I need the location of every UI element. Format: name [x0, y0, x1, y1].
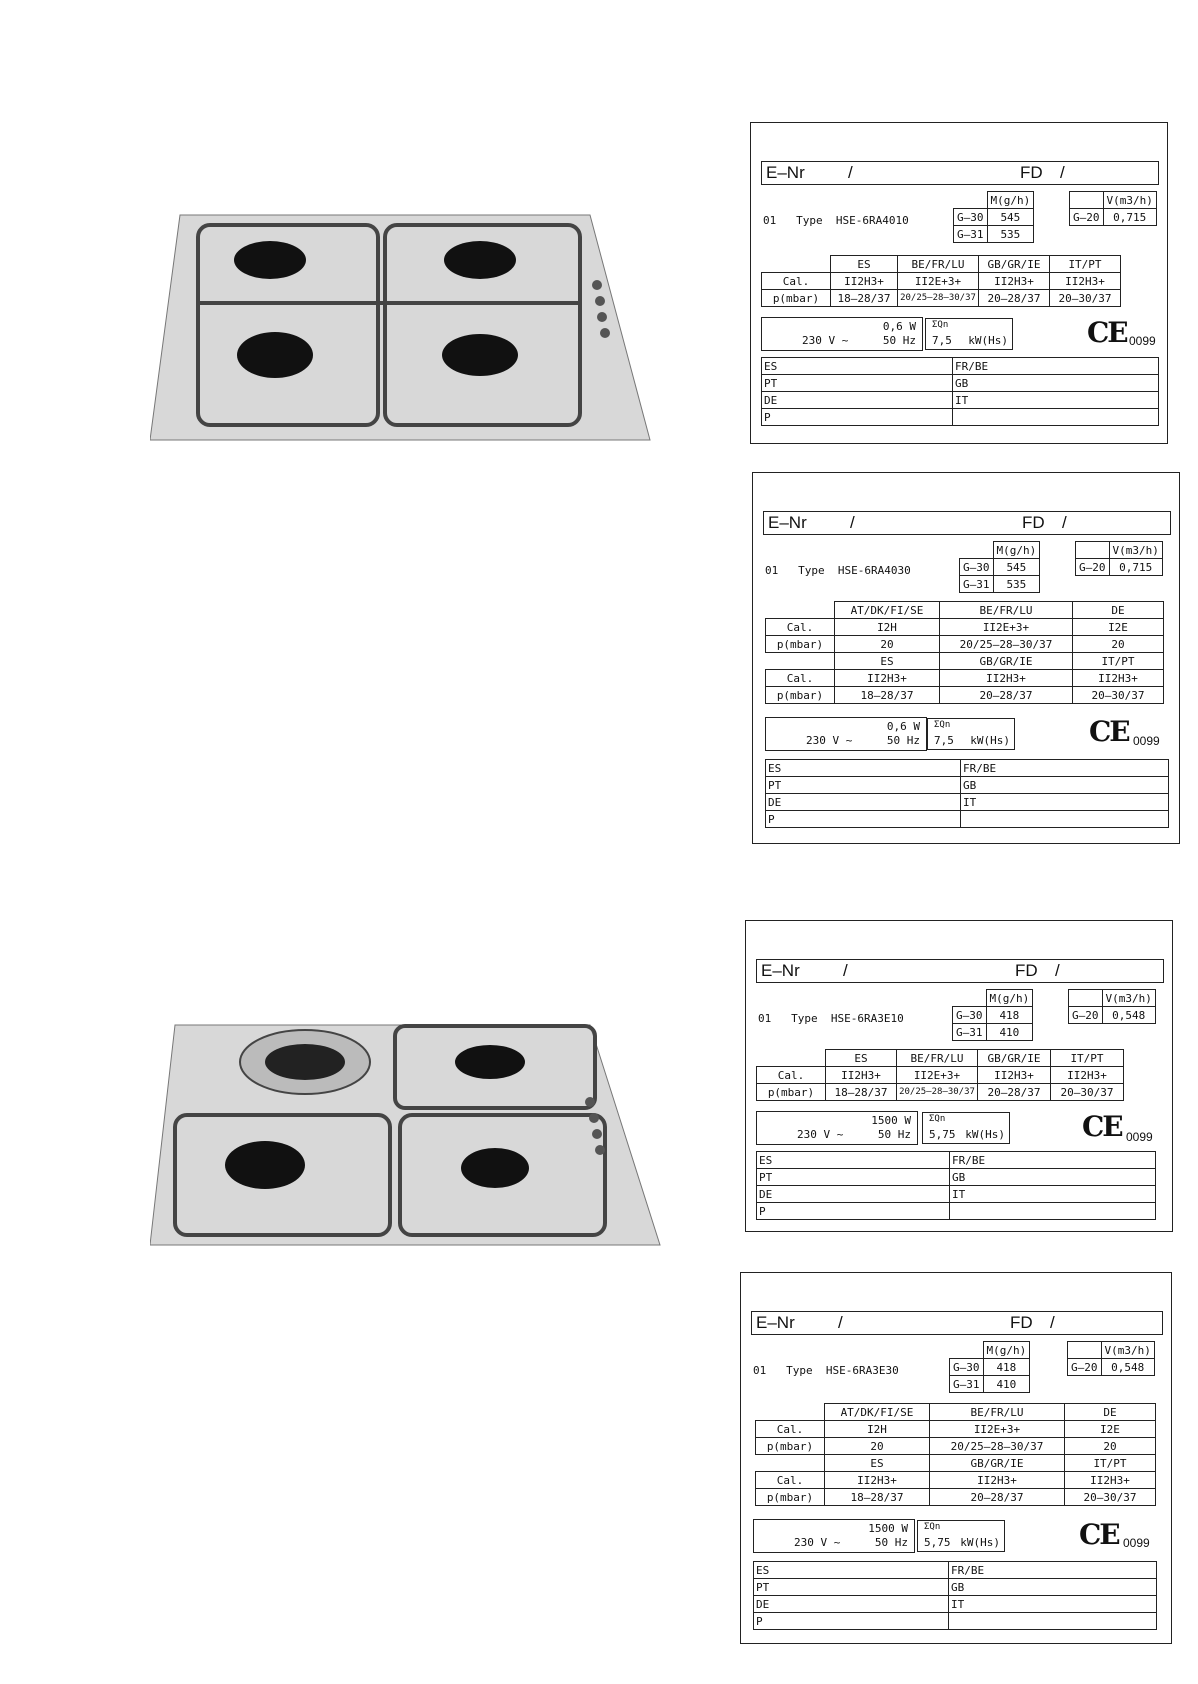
mass-flow-table [949, 1341, 1030, 1393]
type-value: HSE-6RA4010 [835, 214, 909, 227]
enr-label: E–Nr [768, 513, 807, 532]
country-code: P [762, 409, 953, 426]
heat-input-rating [922, 1112, 1010, 1144]
country-code: P [754, 1613, 949, 1630]
country-code: FR/BE [953, 358, 1159, 375]
g31-value: 535 [987, 226, 1034, 243]
g20-label: G–20 [1069, 1007, 1103, 1024]
pressure-label: p(mbar) [757, 1084, 826, 1101]
gas-category: II2H3+ [940, 670, 1073, 687]
country-header: BE/FR/LU [930, 1404, 1065, 1421]
sum-qn-label: ΣQn [929, 1114, 946, 1124]
gas-hob-illustration-top [150, 205, 660, 450]
vol-header: V(m3/h) [1101, 1342, 1154, 1359]
pressure-value: 18–28/37 [831, 290, 898, 307]
gas-category: II2H3+ [826, 1067, 897, 1084]
rating-plate-4 [740, 1272, 1172, 1644]
country-header: GB/GR/IE [930, 1455, 1065, 1472]
pressure-value: 18–28/37 [826, 1084, 897, 1101]
pressure-value: 20 [835, 636, 940, 653]
g20-label: G–20 [1070, 209, 1104, 226]
pressure-value: 20/25–28–30/37 [897, 1084, 978, 1101]
kw-unit: kW(Hs) [960, 1536, 1000, 1549]
language-country-table [761, 357, 1159, 426]
slash: / [1055, 961, 1060, 980]
mass-flow-table [959, 541, 1040, 593]
pressure-value: 20–28/37 [930, 1489, 1065, 1506]
power-value: 0,6 W [882, 320, 916, 333]
g31-value: 410 [986, 1024, 1033, 1041]
gas-category: II2H3+ [835, 670, 940, 687]
row-prefix: 01 [758, 1012, 772, 1025]
volume-flow-table [1069, 191, 1157, 226]
enr-fd-field [763, 511, 1171, 535]
ce-mark: CE [1082, 1110, 1122, 1143]
enr-label: E–Nr [756, 1313, 795, 1332]
g30-value: 418 [986, 1007, 1033, 1024]
sum-qn-label: ΣQn [934, 720, 951, 730]
pressure-value: 20–30/37 [1050, 290, 1121, 307]
pressure-value: 18–28/37 [825, 1489, 930, 1506]
gas-category: II2H3+ [979, 273, 1050, 290]
voltage-value: 230 V ~ [794, 1536, 841, 1549]
enr-fd-field [756, 959, 1164, 983]
volume-flow-table [1068, 989, 1156, 1024]
g31-value: 535 [993, 576, 1040, 593]
g31-label: G–31 [954, 226, 988, 243]
pressure-label: p(mbar) [766, 687, 835, 704]
country-code: DE [754, 1596, 949, 1613]
country-code: ES [762, 358, 953, 375]
country-header: ES [826, 1050, 897, 1067]
country-header: ES [825, 1455, 930, 1472]
country-code: PT [754, 1579, 949, 1596]
g20-label: G–20 [1068, 1359, 1102, 1376]
g31-label: G–31 [950, 1376, 984, 1393]
ce-mark: CE [1079, 1518, 1119, 1551]
pressure-value: 20 [825, 1438, 930, 1455]
kw-value: 5,75 [929, 1128, 956, 1141]
voltage-value: 230 V ~ [797, 1128, 844, 1141]
slash: / [838, 1313, 843, 1332]
country-header: GB/GR/IE [979, 256, 1050, 273]
gas-category: I2H [835, 619, 940, 636]
mass-header: M(g/h) [993, 542, 1040, 559]
category-table [765, 601, 1164, 704]
pressure-value: 20–28/37 [978, 1084, 1051, 1101]
pressure-value: 20–28/37 [940, 687, 1073, 704]
country-code: IT [953, 392, 1159, 409]
ce-notified-body-number: 0099 [1129, 334, 1156, 348]
pressure-label: p(mbar) [756, 1438, 825, 1455]
type-line [765, 565, 911, 576]
g30-label: G–30 [960, 559, 994, 576]
country-code: PT [757, 1169, 950, 1186]
type-value: HSE-6RA3E10 [830, 1012, 904, 1025]
fd-label: FD [1015, 961, 1038, 980]
cat-label: Cal. [756, 1472, 825, 1489]
country-header: BE/FR/LU [897, 1050, 978, 1067]
type-label: Type [798, 564, 825, 577]
type-line [753, 1365, 899, 1376]
slash: / [850, 513, 855, 532]
enr-fd-field [751, 1311, 1163, 1335]
pressure-value: 20 [1065, 1438, 1156, 1455]
rating-plate-1 [750, 122, 1168, 444]
country-header: AT/DK/FI/SE [835, 602, 940, 619]
pressure-value: 20–30/37 [1073, 687, 1164, 704]
language-country-table [765, 759, 1169, 828]
type-value: HSE-6RA3E30 [825, 1364, 899, 1377]
slash: / [1050, 1313, 1055, 1332]
sum-qn-label: ΣQn [932, 320, 949, 330]
country-code: FR/BE [950, 1152, 1156, 1169]
country-header: ES [831, 256, 898, 273]
g30-label: G–30 [953, 1007, 987, 1024]
ce-notified-body-number: 0099 [1133, 734, 1160, 748]
country-code: GB [950, 1169, 1156, 1186]
ce-mark: CE [1089, 715, 1129, 748]
gas-category: II2E+3+ [897, 1067, 978, 1084]
type-line [763, 215, 909, 226]
gas-category: I2E [1065, 1421, 1156, 1438]
mass-header: M(g/h) [986, 990, 1033, 1007]
ce-notified-body-number: 0099 [1123, 1536, 1150, 1550]
country-code [961, 811, 1169, 828]
pressure-label: p(mbar) [762, 290, 831, 307]
gas-category: II2H3+ [1065, 1472, 1156, 1489]
cat-label: Cal. [766, 670, 835, 687]
type-line [758, 1013, 904, 1024]
cat-label: Cal. [766, 619, 835, 636]
rating-plate-3 [745, 920, 1173, 1232]
slash: / [1060, 163, 1065, 182]
pressure-value: 18–28/37 [835, 687, 940, 704]
frequency-value: 50 Hz [874, 1536, 908, 1549]
electrical-rating [761, 317, 923, 351]
electrical-rating [753, 1519, 915, 1553]
frequency-value: 50 Hz [877, 1128, 911, 1141]
vol-header: V(m3/h) [1102, 990, 1155, 1007]
language-country-table [756, 1151, 1156, 1220]
kw-unit: kW(Hs) [968, 334, 1008, 347]
power-value: 1500 W [871, 1114, 911, 1127]
pressure-label: p(mbar) [766, 636, 835, 653]
country-code: GB [953, 375, 1159, 392]
gas-category: II2H3+ [1051, 1067, 1124, 1084]
rating-plate-2 [752, 472, 1180, 844]
frequency-value: 50 Hz [882, 334, 916, 347]
cat-label: Cal. [756, 1421, 825, 1438]
country-code: ES [754, 1562, 949, 1579]
country-code: ES [757, 1152, 950, 1169]
power-value: 0,6 W [886, 720, 920, 733]
country-code: DE [757, 1186, 950, 1203]
kw-value: 7,5 [932, 334, 952, 347]
gas-electric-hob-illustration-bottom [150, 1020, 665, 1250]
country-header: BE/FR/LU [940, 602, 1073, 619]
heat-input-rating [917, 1520, 1005, 1552]
fd-label: FD [1020, 163, 1043, 182]
country-code: GB [961, 777, 1169, 794]
electrical-rating [765, 717, 927, 751]
gas-category: I2E [1073, 619, 1164, 636]
country-code: P [757, 1203, 950, 1220]
country-header: IT/PT [1051, 1050, 1124, 1067]
pressure-value: 20–28/37 [979, 290, 1050, 307]
country-code [950, 1203, 1156, 1220]
ce-mark: CE [1087, 316, 1127, 349]
g20-value: 0,715 [1109, 559, 1162, 576]
slash: / [1062, 513, 1067, 532]
type-value: HSE-6RA4030 [837, 564, 911, 577]
vol-header: V(m3/h) [1109, 542, 1162, 559]
slash: / [848, 163, 853, 182]
country-code: DE [766, 794, 961, 811]
gas-category: II2H3+ [930, 1472, 1065, 1489]
kw-unit: kW(Hs) [970, 734, 1010, 747]
type-label: Type [786, 1364, 813, 1377]
gas-category: II2H3+ [831, 273, 898, 290]
country-header: GB/GR/IE [978, 1050, 1051, 1067]
country-code: P [766, 811, 961, 828]
pressure-value: 20/25–28–30/37 [898, 290, 979, 307]
heat-input-rating [927, 718, 1015, 750]
country-header: ES [835, 653, 940, 670]
country-code: FR/BE [949, 1562, 1157, 1579]
enr-label: E–Nr [766, 163, 805, 182]
pressure-label: p(mbar) [756, 1489, 825, 1506]
g20-value: 0,548 [1102, 1007, 1155, 1024]
country-code: IT [949, 1596, 1157, 1613]
country-code: PT [766, 777, 961, 794]
g30-value: 545 [993, 559, 1040, 576]
slash: / [843, 961, 848, 980]
pressure-value: 20–30/37 [1051, 1084, 1124, 1101]
cat-label: Cal. [757, 1067, 826, 1084]
gas-category: I2H [825, 1421, 930, 1438]
country-header: IT/PT [1073, 653, 1164, 670]
mass-header: M(g/h) [983, 1342, 1030, 1359]
row-prefix: 01 [765, 564, 779, 577]
g30-value: 545 [987, 209, 1034, 226]
country-header: IT/PT [1050, 256, 1121, 273]
language-country-table [753, 1561, 1157, 1630]
pressure-value: 20–30/37 [1065, 1489, 1156, 1506]
g31-value: 410 [983, 1376, 1030, 1393]
country-code: FR/BE [961, 760, 1169, 777]
country-header: DE [1073, 602, 1164, 619]
mass-flow-table [952, 989, 1033, 1041]
gas-category: II2H3+ [825, 1472, 930, 1489]
vol-header: V(m3/h) [1103, 192, 1156, 209]
kw-unit: kW(Hs) [965, 1128, 1005, 1141]
voltage-value: 230 V ~ [802, 334, 849, 347]
mass-flow-table [953, 191, 1034, 243]
gas-category: II2E+3+ [930, 1421, 1065, 1438]
gas-category: II2E+3+ [940, 619, 1073, 636]
pressure-value: 20 [1073, 636, 1164, 653]
category-table [756, 1049, 1124, 1101]
country-code: DE [762, 392, 953, 409]
volume-flow-table [1067, 1341, 1155, 1376]
country-header: GB/GR/IE [940, 653, 1073, 670]
country-code: GB [949, 1579, 1157, 1596]
kw-value: 5,75 [924, 1536, 951, 1549]
cat-label: Cal. [762, 273, 831, 290]
country-header: DE [1065, 1404, 1156, 1421]
gas-category: II2H3+ [1050, 273, 1121, 290]
category-table [761, 255, 1121, 307]
voltage-value: 230 V ~ [806, 734, 853, 747]
kw-value: 7,5 [934, 734, 954, 747]
enr-label: E–Nr [761, 961, 800, 980]
country-code [953, 409, 1159, 426]
ce-notified-body-number: 0099 [1126, 1130, 1153, 1144]
g20-value: 0,548 [1101, 1359, 1154, 1376]
mass-header: M(g/h) [987, 192, 1034, 209]
g20-label: G–20 [1076, 559, 1110, 576]
heat-input-rating [925, 318, 1013, 350]
pressure-value: 20/25–28–30/37 [930, 1438, 1065, 1455]
g30-label: G–30 [954, 209, 988, 226]
sum-qn-label: ΣQn [924, 1522, 941, 1532]
country-header: AT/DK/FI/SE [825, 1404, 930, 1421]
fd-label: FD [1022, 513, 1045, 532]
g31-label: G–31 [953, 1024, 987, 1041]
fd-label: FD [1010, 1313, 1033, 1332]
gas-category: II2H3+ [1073, 670, 1164, 687]
row-prefix: 01 [763, 214, 777, 227]
gas-category: II2H3+ [978, 1067, 1051, 1084]
g30-value: 418 [983, 1359, 1030, 1376]
g30-label: G–30 [950, 1359, 984, 1376]
category-table [755, 1403, 1156, 1506]
type-label: Type [796, 214, 823, 227]
country-code: ES [766, 760, 961, 777]
row-prefix: 01 [753, 1364, 767, 1377]
type-label: Type [791, 1012, 818, 1025]
frequency-value: 50 Hz [886, 734, 920, 747]
g20-value: 0,715 [1103, 209, 1156, 226]
country-code: PT [762, 375, 953, 392]
power-value: 1500 W [868, 1522, 908, 1535]
gas-category: II2E+3+ [898, 273, 979, 290]
country-code: IT [950, 1186, 1156, 1203]
country-code [949, 1613, 1157, 1630]
enr-fd-field [761, 161, 1159, 185]
electrical-rating [756, 1111, 918, 1145]
country-code: IT [961, 794, 1169, 811]
volume-flow-table [1075, 541, 1163, 576]
g31-label: G–31 [960, 576, 994, 593]
pressure-value: 20/25–28–30/37 [940, 636, 1073, 653]
country-header: IT/PT [1065, 1455, 1156, 1472]
country-header: BE/FR/LU [898, 256, 979, 273]
